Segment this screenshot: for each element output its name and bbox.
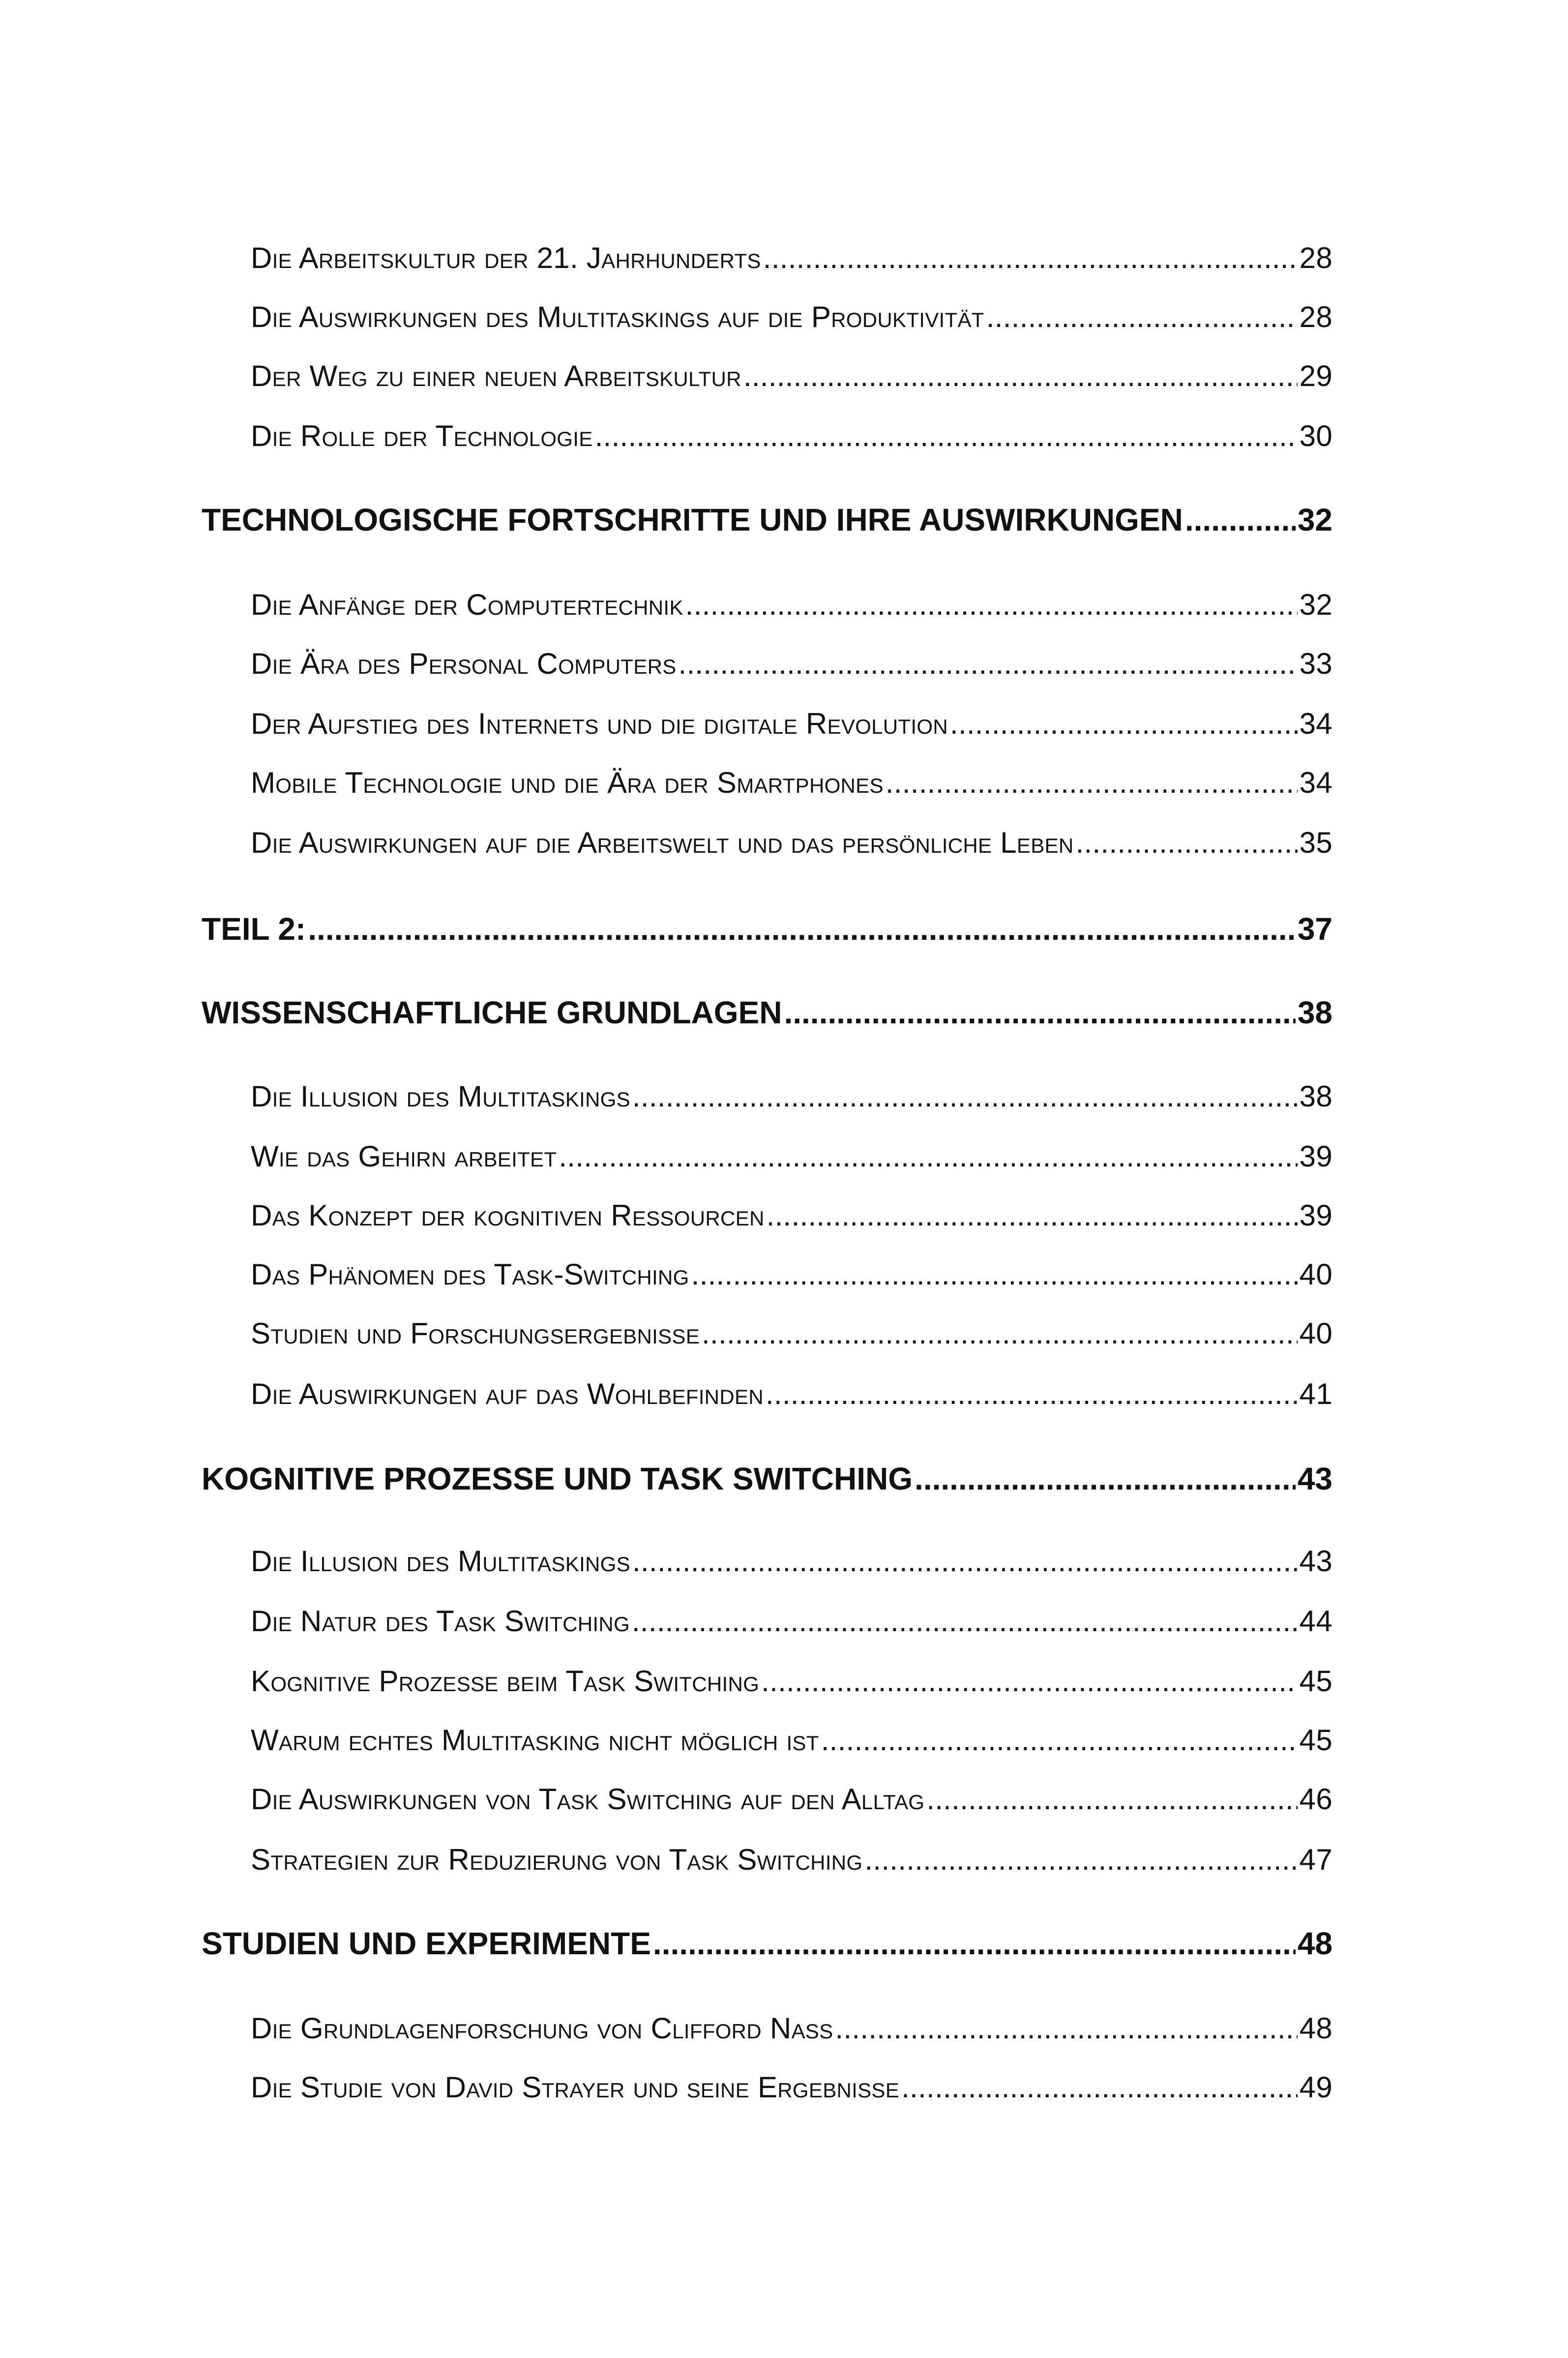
toc-entry-page: 38 — [1299, 1080, 1332, 1113]
toc-chapter-title: KOGNITIVE PROZESSE UND TASK SWITCHING — [202, 1461, 913, 1496]
dot-leader — [901, 2070, 1298, 2104]
toc-entry-page: 40 — [1299, 1258, 1332, 1291]
toc-entry-title: Kognitive Prozesse beim Task Switching — [251, 1665, 760, 1698]
dot-leader — [691, 1257, 1298, 1291]
toc-entry[interactable] — [251, 1079, 1332, 1113]
toc-entry[interactable] — [251, 359, 1332, 393]
dot-leader — [559, 1139, 1297, 1173]
toc-entry[interactable] — [251, 1843, 1332, 1877]
toc-entry[interactable] — [251, 707, 1332, 741]
toc-entry-title: Die Natur des Task Switching — [251, 1605, 630, 1638]
toc-entry[interactable] — [251, 766, 1332, 800]
dot-leader — [702, 1316, 1298, 1350]
toc-chapter[interactable] — [202, 1461, 1332, 1497]
toc-entry-title: Wie das Gehirn arbeitet — [251, 1140, 557, 1173]
toc-entry-page: 35 — [1299, 826, 1332, 859]
toc-entry-title: Mobile Technologie und die Ära der Smartphones — [251, 766, 884, 799]
toc-chapter[interactable] — [202, 994, 1332, 1031]
toc-entry-title: Die Arbeitskultur der 21. Jahrhunderts — [251, 241, 761, 274]
toc-entry[interactable] — [251, 2070, 1332, 2104]
dot-leader — [821, 1723, 1298, 1757]
dot-leader — [632, 1544, 1298, 1578]
dot-leader — [679, 647, 1298, 681]
dot-leader — [950, 707, 1298, 741]
toc-entry-page: 34 — [1299, 707, 1332, 740]
toc-chapter-page: 43 — [1297, 1461, 1332, 1496]
toc-chapter-title: TECHNOLOGISCHE FORTSCHRITTE UND IHRE AUSWIRKUNGEN — [202, 502, 1183, 537]
toc-entry[interactable] — [251, 241, 1332, 275]
toc-entry-title: Der Aufstieg des Internets und die digitale Revolution — [251, 707, 948, 740]
toc-entry-page: 40 — [1299, 1317, 1332, 1350]
toc-entry-title: Die Illusion des Multitaskings — [251, 1545, 630, 1578]
toc-entry-page: 39 — [1299, 1199, 1332, 1232]
toc-entry[interactable] — [251, 2011, 1332, 2045]
toc-entry-page: 49 — [1299, 2071, 1332, 2104]
toc-entry-page: 41 — [1299, 1377, 1332, 1410]
toc-entry[interactable] — [251, 588, 1332, 622]
dot-leader — [1185, 502, 1296, 538]
toc-entry-title: Die Studie von David Strayer und seine Ergebnisse — [251, 2071, 900, 2104]
toc-entry-title: Die Rolle der Technologie — [251, 419, 593, 452]
toc-chapter-title: WISSENSCHAFTLICHE GRUNDLAGEN — [202, 995, 782, 1030]
toc-entry[interactable] — [251, 1782, 1332, 1816]
toc-entry[interactable] — [251, 1377, 1332, 1411]
toc-entry-title: Strategien zur Reduzierung von Task Switching — [251, 1843, 863, 1876]
toc-entry-page: 39 — [1299, 1140, 1332, 1173]
toc-entry-page: 48 — [1299, 2012, 1332, 2045]
toc-entry-page: 28 — [1299, 241, 1332, 274]
toc-entry[interactable] — [251, 419, 1332, 453]
toc-entry-title: Die Auswirkungen auf das Wohlbefinden — [251, 1377, 764, 1410]
toc-entry-title: Der Weg zu einer neuen Arbeitskultur — [251, 359, 741, 392]
dot-leader — [766, 1377, 1298, 1411]
dot-leader — [926, 1782, 1297, 1816]
dot-leader — [864, 1843, 1297, 1877]
dot-leader — [761, 1664, 1298, 1698]
toc-entry-page: 46 — [1299, 1783, 1332, 1816]
toc-entry-title: Die Illusion des Multitaskings — [251, 1080, 630, 1113]
toc-chapter[interactable] — [202, 1925, 1332, 1962]
toc-entry-page: 33 — [1299, 647, 1332, 680]
dot-leader — [632, 1079, 1298, 1113]
toc-entry[interactable] — [251, 826, 1332, 860]
toc-entry[interactable] — [251, 1316, 1332, 1350]
dot-leader — [685, 588, 1298, 622]
toc-entry[interactable] — [251, 1544, 1332, 1578]
toc-chapter-title: TEIL 2: — [202, 911, 306, 947]
dot-leader — [653, 1925, 1296, 1962]
toc-chapter-page: 48 — [1297, 1926, 1332, 1961]
dot-leader — [632, 1604, 1298, 1638]
dot-leader — [915, 1461, 1296, 1497]
toc-entry-page: 32 — [1299, 588, 1332, 621]
toc-entry-page: 45 — [1299, 1665, 1332, 1698]
toc-chapter-page: 32 — [1297, 502, 1332, 537]
toc-entry-page: 29 — [1299, 359, 1332, 392]
toc-entry-title: Das Konzept der kognitiven Ressourcen — [251, 1199, 765, 1232]
toc-entry-title: Das Phänomen des Task-Switching — [251, 1258, 689, 1291]
dot-leader — [767, 1198, 1298, 1232]
toc-entry[interactable] — [251, 647, 1332, 681]
toc-entry-page: 43 — [1299, 1545, 1332, 1578]
toc-entry-title: Die Ära des Personal Computers — [251, 647, 677, 680]
table-of-contents — [202, 0, 1332, 2358]
toc-chapter-page: 38 — [1297, 995, 1332, 1030]
toc-entry-page: 34 — [1299, 766, 1332, 799]
toc-entry-title: Die Anfänge der Computertechnik — [251, 588, 683, 621]
toc-entry-title: Die Grundlagenforschung von Clifford Nass — [251, 2012, 833, 2045]
toc-chapter[interactable] — [202, 502, 1332, 538]
dot-leader — [886, 766, 1298, 800]
toc-entry-page: 45 — [1299, 1724, 1332, 1757]
toc-entry-page: 44 — [1299, 1605, 1332, 1638]
toc-entry-title: Die Auswirkungen von Task Switching auf den Alltag — [251, 1783, 925, 1816]
dot-leader — [308, 911, 1296, 947]
toc-entry-page: 47 — [1299, 1843, 1332, 1876]
toc-entry[interactable] — [251, 1664, 1332, 1698]
toc-entry-page: 28 — [1299, 300, 1332, 333]
toc-entry[interactable] — [251, 1723, 1332, 1757]
toc-entry[interactable] — [251, 1198, 1332, 1232]
dot-leader — [595, 419, 1298, 453]
toc-entry-page: 30 — [1299, 419, 1332, 452]
toc-chapter[interactable] — [202, 911, 1332, 947]
dot-leader — [743, 359, 1298, 393]
dot-leader — [986, 300, 1298, 334]
toc-entry[interactable] — [251, 1139, 1332, 1173]
dot-leader — [784, 994, 1295, 1031]
toc-entry-title: Warum echtes Multitasking nicht möglich ist — [251, 1724, 819, 1757]
dot-leader — [1076, 826, 1298, 860]
toc-entry-title: Die Auswirkungen des Multitaskings auf die Produktivität — [251, 300, 984, 333]
toc-entry[interactable] — [251, 300, 1332, 334]
toc-entry-title: Die Auswirkungen auf die Arbeitswelt und das persönliche Leben — [251, 826, 1074, 859]
toc-chapter-title: STUDIEN UND EXPERIMENTE — [202, 1926, 651, 1961]
toc-entry[interactable] — [251, 1257, 1332, 1291]
dot-leader — [763, 241, 1298, 275]
toc-entry-title: Studien und Forschungsergebnisse — [251, 1317, 700, 1350]
toc-chapter-page: 37 — [1297, 911, 1332, 947]
toc-entry[interactable] — [251, 1604, 1332, 1638]
dot-leader — [835, 2011, 1297, 2045]
